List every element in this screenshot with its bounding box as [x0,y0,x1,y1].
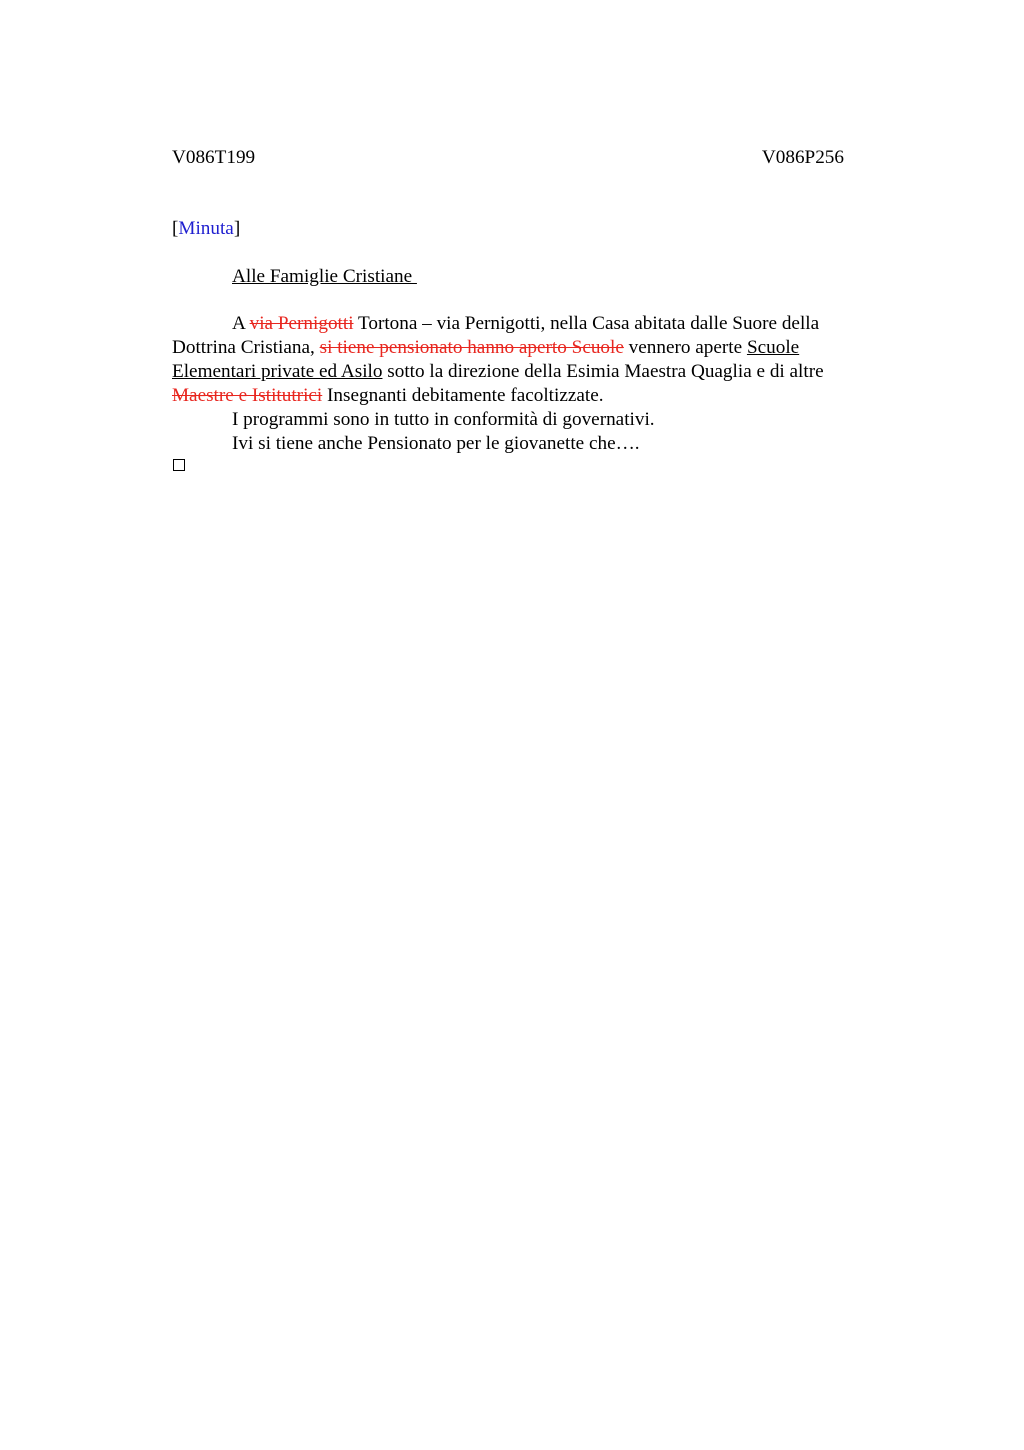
header-right-code: V086P256 [761,147,844,168]
document-body [172,312,874,456]
text-segment: sotto la direzione della Esimia Maestra Quaglia e di altre [382,361,824,382]
end-mark-square-icon [173,459,185,471]
minuta-note [172,217,240,241]
paragraph-2: I programmi sono in tutto in conformità di governativi. [232,409,655,430]
paragraph-1 [172,312,874,408]
deleted-text: Maestre e Istitutrici [172,385,323,406]
text-segment: Insegnanti debitamente facoltizzate. [322,385,604,406]
deleted-text: via Pernigotti [249,313,354,334]
header-left-code: V086T199 [172,147,256,168]
paragraph-3: Ivi si tiene anche Pensionato per le giovanette che…. [232,433,640,454]
document-page [172,0,874,1450]
bracket-open: [ [172,218,179,239]
document-heading: Alle Famiglie Cristiane [232,266,417,287]
bracket-close: ] [233,218,241,239]
text-segment: vennero aperte [623,337,747,358]
deleted-text: si tiene pensionato hanno aperto Scuole [319,337,624,358]
document-header [172,146,844,170]
text-segment: Tortona – via Pernigotti, nella Casa abitata dalle Suore della Dottrina Cristiana, [172,313,820,358]
minuta-label: Minuta [178,218,234,239]
text-segment: A [232,313,250,334]
underlined-text: Scuole Elementari private ed Asilo [172,337,800,382]
